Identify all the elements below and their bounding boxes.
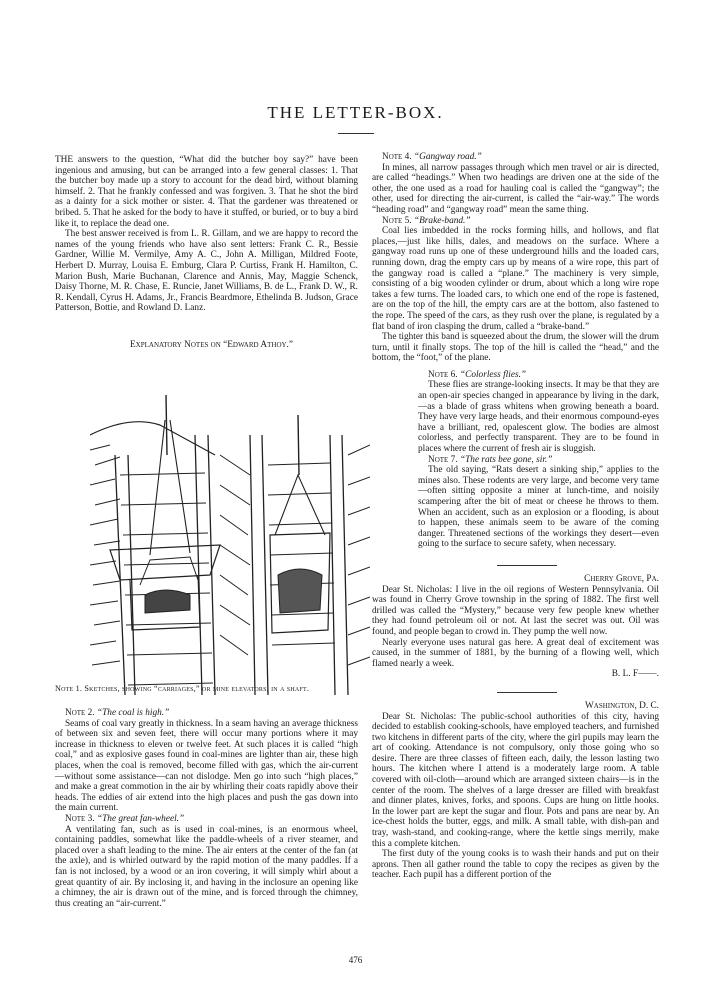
left-column-bottom <box>55 708 358 909</box>
note5-text-2: The tighter this band is squeezed about the drum, the slower will the drum turn, until it finally stops. The top of the hill is called the “head,” and the bottom, the “foot,” of the plane. <box>372 332 659 364</box>
explanatory-heading: Explanatory Notes on “Edward Athoy.” <box>129 339 294 350</box>
note4-heading <box>372 152 659 163</box>
notes-6-7 <box>418 370 659 550</box>
names-paragraph: The best answer received is from L. R. Gillam, and we are happy to record the names of the young friends who have also sent letters: Frank C. R., Bessie Gardner, Willie M. Vermilye, Amy A. C., John A. Milligan, Mildred Foote, Herbert D. Murray, Louisa E. Emburg, Clara P. Curtiss, Frank H. Hamilton, C. Marion Bush, Marie Buchanan, Clarence and Annis, May, Maggie Schenck, Daisy Thorne, M. R. Chase, E. Runcie, Janet Williams, B. de L., Frank D. W., R. R. Kendall, Cyrus H. Adams, Jr., Francis Beardmore, Ethelinda B. Judson, Grace Patterson, Bottie, and Rowland D. Lanz. <box>55 229 358 314</box>
page-title: THE LETTER-BOX. <box>267 103 444 122</box>
letter1-place: Cherry Grove, Pa. <box>584 573 659 584</box>
intro-paragraph: THE answers to the question, “What did the butcher boy say?” have been ingenious and amusing, but can be arranged into a few general classes: 1. That the butcher boy made up a story to account for the dead bird, without blaming himself. 2. That he frankly confessed and was forgiven. 3. That he shot the bird as a dainty for a sick mother or sister. 4. That the gardener was threatened or bribed. 5. That he asked for the body to have it stuffed, or buried, or to buy a bird like it, to replace the dead one. <box>55 155 358 229</box>
note6-title: “Colorless flies.” <box>459 369 527 380</box>
mine-elevator-illustration <box>90 395 370 695</box>
note5-title: “Brake-band.” <box>413 215 471 226</box>
letter2-text: Dear St. Nicholas: The public-school authorities of this city, having decided to establish cooking-schools, have employed teachers, and furnished two kitchens in different parts of the city, where the girl pupils may learn the art of cooking. Attendance is not compulsory, only those going who so desire. There are three classes of fifteen each, daily, the lesson lasting two hours. The kitchen where I attend is a moderately large room. A table covered with oil-cloth—around which are arranged sixteen chairs—is in the center of the room. The shelves of a large dresser are filled with breakfast and dinner plates, knives, forks, and spoons. Cups are hung on little hooks. In the lower part are kept the sugar and flour. Pots and pans are near by. An ice-chest holds the butter, eggs, and milk. A small table, with dish-pan and tray, wash-stand, and cooking-range, where the kettle sings merrily, make this a complete kitchen. <box>372 711 659 849</box>
note2-heading <box>55 708 358 719</box>
title-rule <box>338 133 374 134</box>
note7-label: Note 7. <box>428 454 458 465</box>
note2-title: “The coal is high.” <box>96 708 170 718</box>
letter-divider-2 <box>497 692 557 693</box>
letter2-place: Washington, D. C. <box>584 700 659 711</box>
note3-title: “The great fan-wheel.” <box>96 813 185 824</box>
note6-heading <box>418 370 659 381</box>
note4-title: “Gangway road.” <box>413 152 482 162</box>
letter2-text-2: The first duty of the young cooks is to wash their hands and put on their aprons. Then all gather round the table to copy the recipes as given by the teacher. Each pupil has a different portion of the <box>372 849 659 881</box>
note5-heading <box>372 216 659 227</box>
note2-text: Seams of coal vary greatly in thickness. In a seam having an average thickness of between six and seven feet, there will occur many portions where it may increase in thickness to eleven or twelve feet. At such places it is called “high coal,” and as explosive gases found in coal-mines are lighter than air, these high places, when the coal is removed, become filled with gas, which the air-current—without some assistance—can not dislodge. Men go into such “high places,” and make a great commotion in the air by whirling their coats rapidly above their heads. The eddies of air extend into the high places and push the gas down into the main current. <box>55 718 358 814</box>
note6-label: Note 6. <box>428 369 458 380</box>
figure-caption: Note 1. Sketches, showing “carriages,” or mine elevators, in a shaft. <box>55 684 310 693</box>
letter1-text-2: Nearly everyone uses natural gas here. A great deal of excitement was caused, in the summer of 1881, by the burning of a flowing well, which flamed nearly a week. <box>372 637 659 669</box>
note5-label: Note 5. <box>382 215 412 226</box>
note5-text: Coal lies imbedded in the rocks forming hills, and hollows, and flat places,—just like hills, dales, and meadows on the surface. Where a gangway road runs up one of these underground hills and the loaded cars, running down, drag the empty cars up by means of a wire rope, this part of the gangway road is called a “plane.” The machinery is very simple, consisting of a big wooden cylinder or drum, about which a long wire rope takes a few turns. The loaded cars, to which one end of the rope is fastened, are on the top of the hill, the empty cars are at the bottom, also fastened to the rope. The speed of the cars, as they rush over the plane, is regulated by a flat band of iron clasping the drum, called a “brake-band.” <box>372 226 659 332</box>
note7-title: “The rats bee gone, sir.” <box>459 454 553 465</box>
note7-text: The old saying, “Rats desert a sinking ship,” applies to the mines also. These rodents are very large, and become very tame—often sitting opposite a miner at lunch-time, and noisily scampering after the bit of meat or cheese he throws to them. When an accident, such as an explosion or a flooding, is about to happen, these animals seem to be aware of the coming danger. Threatened sections of the workings they desert—even going to the surface to secure safety, when necessary. <box>418 465 659 550</box>
left-column-top <box>55 155 358 351</box>
note2-label: Note 2. <box>65 708 95 718</box>
letter-divider-1 <box>497 565 557 566</box>
note4-label: Note 4. <box>382 152 412 162</box>
note3-text: A ventilating fan, such as is used in coal-mines, is an enormous wheel, containing paddles, somewhat like the paddle-wheels of a river steamer, and placed over a shaft leading to the mine. The air enters at the center of the fan (at the axle), and is whirled outward by the rapid motion of the many paddles. If a fan is not inclosed, by a wood or an iron covering, it will simply whirl about a great quantity of air. By inclosing it, and having in the inclosure an opening like a chimney, the air is drawn out of the mine, and is forced through the chimney, thus creating an “air-current.” <box>55 824 358 909</box>
note3-label: Note 3. <box>65 813 95 824</box>
note4-text: In mines, all narrow passages through which men travel or air is directed, are called “headings.” When two headings are driven one at the side of the other, the one used as a road for hauling coal is called the “gangway”; the other, used for directing the air-current, is called the “air-way.” The words “heading road” and “gangway road” mean the same thing. <box>372 162 659 215</box>
letter1-text: Dear St. Nicholas: I live in the oil regions of Western Pennsylvania. Oil was found in Cherry Grove township in the spring of 1882. The first well drilled was called the “Mystery,” because very few people knew whether they had found petroleum oil or not. At last the secret was out. Oil was found, and people began to crowd in. They pump the well now. <box>372 584 659 637</box>
note3-heading <box>55 814 358 825</box>
page-number: 476 <box>348 955 363 965</box>
note7-heading <box>418 455 659 466</box>
letter1-signature: B. L. F——. <box>611 669 659 680</box>
note6-text: These flies are strange-looking insects. It may be that they are an open-air species changed in appearance by living in the dark,—as a blade of grass whitens when growing beneath a board. They have very large heads, and their enormous compound-eyes have a brilliant, red, opalescent glow. The bodies are almost colorless, and perfectly transparent. They are to be found in places where the current of fresh air is sluggish. <box>418 380 659 455</box>
right-column <box>372 152 659 881</box>
